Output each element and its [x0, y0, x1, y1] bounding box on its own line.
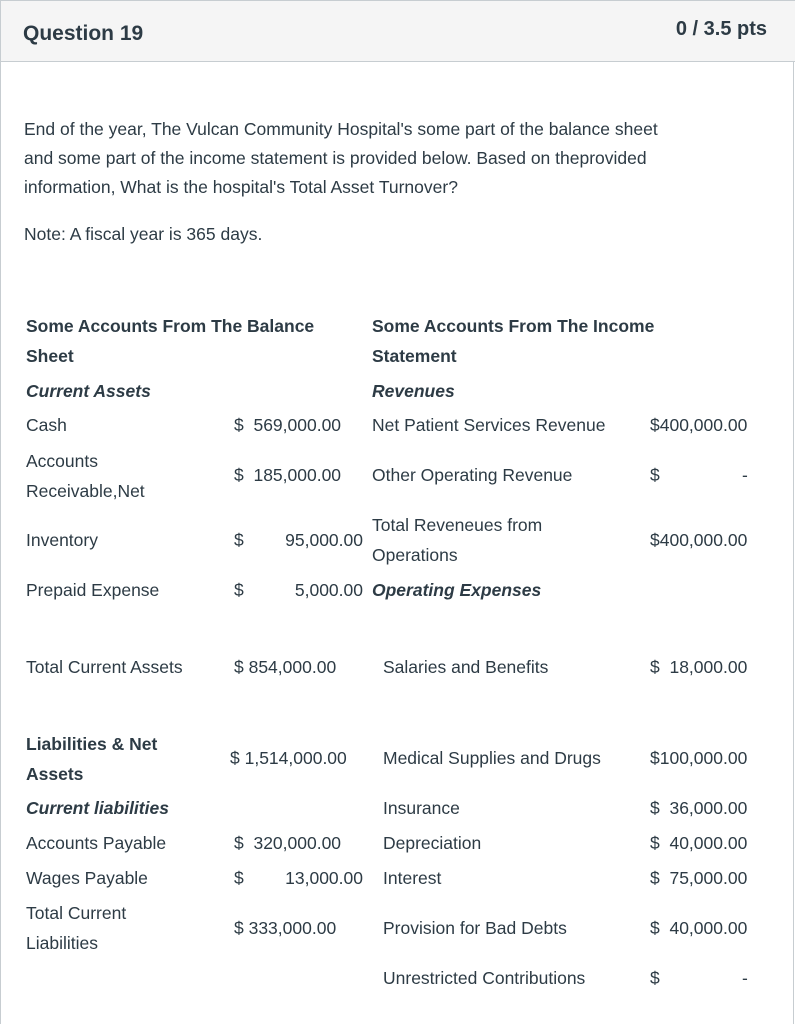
revenues-label: Revenues	[372, 381, 455, 401]
insurance-label: Insurance	[383, 798, 460, 818]
interest-value: $ 75,000.00	[650, 868, 748, 888]
total-revenues-label-2: Operations	[372, 545, 458, 565]
wages-currency: $	[234, 868, 244, 888]
ar-label-1: Accounts	[26, 451, 98, 471]
depreciation-label: Depreciation	[383, 833, 482, 853]
salaries-value: $ 18,000.00	[650, 657, 748, 677]
bad-debts-label: Provision for Bad Debts	[383, 918, 567, 938]
current-liabilities-label: Current liabilities	[26, 798, 169, 818]
question-text-line-2: and some part of the income statement is provided below. Based on theprovided	[24, 148, 647, 168]
supplies-label: Medical Supplies and Drugs	[383, 748, 601, 768]
inventory-currency: $	[234, 530, 244, 550]
question-points: 0 / 3.5 pts	[675, 18, 767, 40]
other-revenue-currency: $	[650, 465, 660, 485]
ap-label: Accounts Payable	[26, 833, 167, 853]
question-text-line-1: End of the year, The Vulcan Community Hospital's some part of the balance sheet	[24, 119, 658, 139]
current-assets-label: Current Assets	[26, 381, 151, 401]
other-revenue-value: -	[742, 465, 748, 485]
ap-value: $ 320,000.00	[234, 833, 342, 853]
total-current-liabilities-label-2: Liabilities	[26, 933, 98, 953]
unrestricted-value: -	[742, 968, 748, 988]
interest-label: Interest	[383, 868, 442, 888]
salaries-label: Salaries and Benefits	[383, 657, 549, 677]
income-statement-heading-2: Statement	[372, 346, 457, 366]
total-revenues-value: $400,000.00	[650, 530, 748, 550]
total-current-liabilities-value: $ 333,000.00	[234, 918, 337, 938]
question-header	[1, 0, 795, 62]
unrestricted-label: Unrestricted Contributions	[383, 968, 586, 988]
total-current-assets-value: $ 854,000.00	[234, 657, 337, 677]
total-revenues-label-1: Total Reveneues from	[372, 515, 543, 535]
supplies-value: $100,000.00	[650, 748, 748, 768]
prepaid-value: 5,000.00	[294, 580, 363, 600]
other-revenue-label: Other Operating Revenue	[372, 465, 573, 485]
ar-label-2: Receivable,Net	[26, 481, 145, 501]
question-text-line-3: information, What is the hospital's Total Asset Turnover?	[24, 177, 458, 197]
income-statement-heading-1: Some Accounts From The Income	[372, 316, 655, 336]
liabilities-heading-1: Liabilities & Net	[26, 734, 158, 754]
balance-sheet-heading-2: Sheet	[26, 346, 74, 366]
inventory-value: 95,000.00	[285, 530, 363, 550]
balance-sheet-heading-1: Some Accounts From The Balance	[26, 316, 315, 336]
cash-value: $ 569,000.00	[234, 415, 342, 435]
total-current-assets-label: Total Current Assets	[26, 657, 183, 677]
depreciation-value: $ 40,000.00	[650, 833, 748, 853]
bad-debts-value: $ 40,000.00	[650, 918, 748, 938]
ar-value: $ 185,000.00	[234, 465, 342, 485]
unrestricted-currency: $	[650, 968, 660, 988]
liabilities-heading-2: Assets	[26, 764, 84, 784]
nps-revenue-label: Net Patient Services Revenue	[372, 415, 606, 435]
question-note: Note: A fiscal year is 365 days.	[24, 224, 263, 244]
cash-label: Cash	[26, 415, 67, 435]
insurance-value: $ 36,000.00	[650, 798, 748, 818]
total-assets-value: $ 1,514,000.00	[230, 748, 347, 768]
total-current-liabilities-label-1: Total Current	[26, 903, 127, 923]
nps-revenue-value: $400,000.00	[650, 415, 748, 435]
wages-label: Wages Payable	[26, 868, 148, 888]
prepaid-label: Prepaid Expense	[26, 580, 160, 600]
wages-value: 13,000.00	[285, 868, 363, 888]
question-title: Question 19	[23, 22, 144, 45]
inventory-label: Inventory	[26, 530, 98, 550]
operating-expenses-label: Operating Expenses	[372, 580, 542, 600]
prepaid-currency: $	[234, 580, 244, 600]
